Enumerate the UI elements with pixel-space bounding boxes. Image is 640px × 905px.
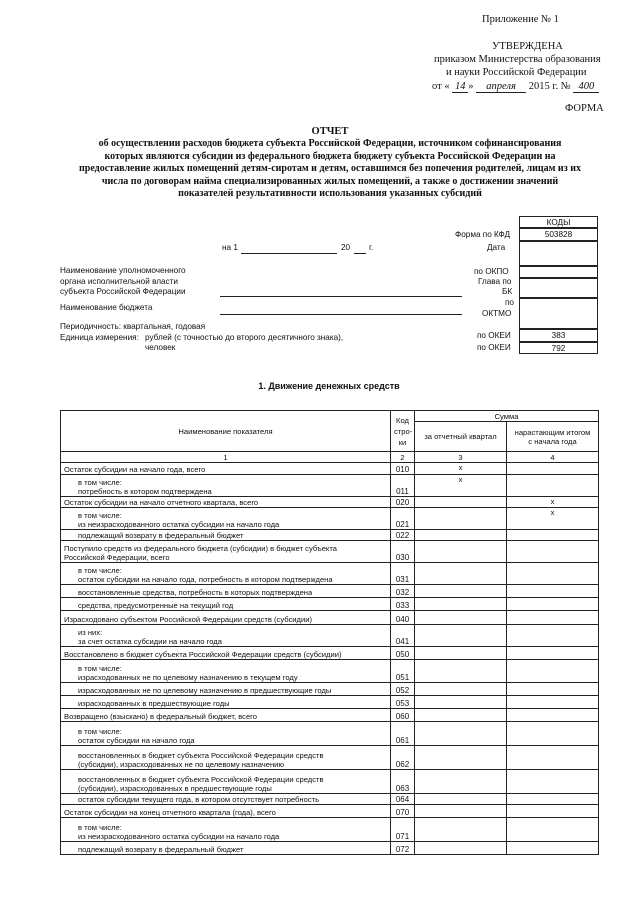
row-label-line-1: Поступило средств из федерального бюджета (субсидии) в бюджет субъекта	[64, 544, 337, 553]
form-label: ФОРМА	[565, 103, 604, 114]
row-name	[61, 794, 391, 805]
row-code: 053	[391, 696, 415, 709]
codes-oktmo	[519, 298, 598, 329]
title-line-3: предоставление жилых помещений детям-сиротам и детям, оставшимся без попечения родителей, лицам из их	[79, 163, 581, 175]
row-cumulative-value[interactable]	[507, 709, 599, 722]
row-quarter-value[interactable]	[415, 842, 507, 855]
row-name	[61, 842, 391, 855]
row-code: 063	[391, 770, 415, 794]
table-row	[61, 818, 599, 842]
row-quarter-value[interactable]	[415, 625, 507, 647]
row-name	[61, 818, 391, 842]
row-code: 071	[391, 818, 415, 842]
row-label: остаток субсидии текущего года, в котором отсутствует потребность	[78, 795, 320, 804]
row-cumulative-value[interactable]	[507, 463, 599, 475]
row-quarter-value[interactable]	[415, 746, 507, 770]
codes-okpo	[519, 266, 598, 278]
table-row	[61, 625, 599, 647]
row-sub-label: потребность в котором подтверждена	[78, 487, 212, 496]
row-name	[61, 625, 391, 647]
col-name-header: Наименование показателя	[61, 411, 391, 452]
table-row	[61, 709, 599, 722]
col-code-2: стро-	[394, 426, 413, 436]
row-quarter-value[interactable]	[415, 647, 507, 660]
row-cumulative-value[interactable]	[507, 660, 599, 683]
row-name	[61, 660, 391, 683]
date-label: Дата	[487, 243, 506, 252]
row-code: 030	[391, 541, 415, 563]
row-quarter-value[interactable]	[415, 805, 507, 818]
row-label: подлежащий возврату в федеральный бюджет	[78, 845, 244, 854]
row-cumulative-value[interactable]	[507, 794, 599, 805]
row-label-line-1: восстановленных в бюджет субъекта Российской Федерации средств	[78, 751, 324, 760]
row-label: подлежащий возврату в федеральный бюджет	[78, 531, 244, 540]
row-quarter-value[interactable]	[415, 722, 507, 746]
row-sub-label: израсходованных не по целевому назначению в текущем году	[78, 673, 298, 682]
row-group-label: в том числе:	[78, 823, 122, 832]
okei-label-2: по ОКЕИ	[477, 343, 511, 352]
date-number: 400	[573, 81, 599, 93]
row-quarter-value[interactable]	[415, 709, 507, 722]
oktmo-label-2: ОКТМО	[482, 309, 512, 318]
row-sub-label: из неизрасходованного остатка субсидии на начало года	[78, 832, 280, 841]
row-cumulative-value[interactable]	[507, 647, 599, 660]
periodicity-label: Периодичность: квартальная, годовая	[60, 322, 206, 331]
row-code: 051	[391, 660, 415, 683]
row-label: средства, предусмотренные на текущий год	[78, 601, 234, 610]
row-quarter-value[interactable]	[415, 611, 507, 625]
date-prefix: от «	[432, 81, 450, 92]
row-cumulative-value[interactable]	[507, 805, 599, 818]
row-sub-label: из неизрасходованного остатка субсидии на начало года	[78, 520, 280, 529]
row-cumulative-value[interactable]	[507, 563, 599, 585]
row-name	[61, 746, 391, 770]
row-code: 031	[391, 563, 415, 585]
row-quarter-value[interactable]	[415, 696, 507, 709]
budget-name-line	[220, 314, 462, 315]
table-row	[61, 475, 599, 497]
approved-label: УТВЕРЖДЕНА	[492, 41, 563, 52]
date-month: апреля	[476, 81, 526, 93]
row-label: израсходованных не по целевому назначению в предшествующие годы	[78, 686, 332, 695]
row-quarter-value[interactable]	[415, 683, 507, 696]
row-name	[61, 805, 391, 818]
unit-value-1: рублей (с точностью до второго десятичного знака),	[145, 333, 344, 342]
row-code: 032	[391, 585, 415, 598]
row-name	[61, 709, 391, 722]
row-name	[61, 530, 391, 541]
col-num-3: 3	[415, 452, 507, 463]
appendix-label: Приложение № 1	[482, 14, 559, 25]
row-code: 033	[391, 598, 415, 611]
col-code-3: ки	[398, 437, 407, 447]
row-name	[61, 770, 391, 794]
report-title	[60, 126, 600, 200]
row-quarter-value[interactable]	[415, 541, 507, 563]
glava-label-1: Глава по	[478, 277, 512, 286]
row-cumulative-value[interactable]	[507, 746, 599, 770]
row-cumulative-value[interactable]	[507, 530, 599, 541]
row-name	[61, 611, 391, 625]
on-date-suffix: г.	[369, 243, 374, 252]
row-code: 020	[391, 497, 415, 508]
col-cum-2: с начала года	[528, 436, 577, 446]
row-cumulative-value[interactable]	[507, 770, 599, 794]
col-num-1: 1	[61, 452, 391, 463]
row-label: Израсходовано субъектом Российской Федерации средств (субсидии)	[64, 615, 312, 624]
row-cumulative-value[interactable]: x	[507, 497, 599, 508]
row-quarter-value[interactable]	[415, 585, 507, 598]
row-label: Остаток субсидии на конец отчетного квартала (года), всего	[64, 808, 276, 817]
row-cumulative-value[interactable]	[507, 598, 599, 611]
row-name	[61, 475, 391, 497]
row-group-label: в том числе:	[78, 664, 122, 673]
row-group-label: в том числе:	[78, 727, 122, 736]
row-code: 041	[391, 625, 415, 647]
table-row	[61, 722, 599, 746]
col-num-4: 4	[507, 452, 599, 463]
table-row	[61, 541, 599, 563]
org-line-1: Наименование уполномоченного	[60, 266, 186, 275]
row-name	[61, 463, 391, 475]
row-cumulative-value[interactable]: x	[507, 508, 599, 530]
order-line-1: приказом Министерства образования	[434, 54, 601, 65]
codes-okei-1: 383	[519, 329, 598, 342]
table-row	[61, 508, 599, 530]
row-label-line-1: восстановленных в бюджет субъекта Российской Федерации средств	[78, 775, 324, 784]
row-label-line-2: Российской Федерации, всего	[64, 553, 170, 562]
title-line-1: об осуществлении расходов бюджета субъекта Российской Федерации, источником софинансирования	[98, 138, 562, 150]
row-name	[61, 598, 391, 611]
table-row	[61, 842, 599, 855]
date-year: 2015 г. №	[528, 81, 571, 92]
table-row	[61, 696, 599, 709]
row-quarter-value[interactable]	[415, 497, 507, 508]
table-row	[61, 585, 599, 598]
row-quarter-value[interactable]	[415, 818, 507, 842]
row-quarter-value[interactable]	[415, 770, 507, 794]
row-cumulative-value[interactable]	[507, 842, 599, 855]
table-row	[61, 530, 599, 541]
row-quarter-value[interactable]: x	[415, 463, 507, 475]
org-name-line	[220, 296, 462, 297]
col-sum-header: Сумма	[415, 411, 599, 422]
date-mid: »	[468, 81, 474, 92]
row-quarter-value[interactable]	[415, 563, 507, 585]
budget-name-label: Наименование бюджета	[60, 303, 153, 312]
row-cumulative-value[interactable]	[507, 683, 599, 696]
okei-label-1: по ОКЕИ	[477, 331, 511, 340]
table-row	[61, 463, 599, 475]
table-row	[61, 794, 599, 805]
row-group-label: в том числе:	[78, 478, 122, 487]
row-code: 062	[391, 746, 415, 770]
codes-header: КОДЫ	[519, 216, 598, 228]
row-code: 021	[391, 508, 415, 530]
on-date-prefix: на 1	[222, 243, 238, 252]
form-kfd-label: Форма по КФД	[455, 230, 511, 239]
row-label-line-2: (субсидии), израсходованных в предшествующие годы	[78, 784, 272, 793]
row-group-label: из них:	[78, 628, 103, 637]
cash-flow-table	[60, 410, 599, 855]
row-label: Возвращено (взыскано) в федеральный бюджет, всего	[64, 712, 258, 721]
row-quarter-value[interactable]	[415, 508, 507, 530]
row-quarter-value[interactable]	[415, 660, 507, 683]
row-cumulative-value[interactable]	[507, 611, 599, 625]
row-group-label: в том числе:	[78, 511, 122, 520]
row-code: 010	[391, 463, 415, 475]
table-row	[61, 611, 599, 625]
row-name	[61, 722, 391, 746]
row-label: Остаток субсидии на начало отчетного квартала, всего	[64, 498, 259, 507]
row-cumulative-value[interactable]	[507, 475, 599, 497]
title-line-5: показателей результативности использования указанных субсидий	[178, 188, 482, 200]
glava-label-2: БК	[502, 287, 513, 296]
codes-form-kfd: 503828	[519, 228, 598, 241]
row-group-label: в том числе:	[78, 566, 122, 575]
section-title: 1. Движение денежных средств	[258, 381, 400, 391]
date-day: 14	[452, 81, 468, 93]
table-row	[61, 497, 599, 508]
table-row	[61, 683, 599, 696]
okpo-label: по ОКПО	[474, 267, 509, 276]
table-row	[61, 770, 599, 794]
row-name	[61, 585, 391, 598]
row-label-line-2: (субсидии), израсходованных не по целевому назначению	[78, 760, 285, 769]
row-name	[61, 541, 391, 563]
row-label: Остаток субсидии на начало года, всего	[64, 465, 206, 474]
table-row	[61, 746, 599, 770]
row-quarter-value[interactable]	[415, 530, 507, 541]
row-code: 050	[391, 647, 415, 660]
codes-date	[519, 241, 598, 266]
row-cumulative-value[interactable]	[507, 696, 599, 709]
table-row	[61, 598, 599, 611]
unit-label: Единица измерения:	[60, 333, 139, 342]
table-row	[61, 660, 599, 683]
row-label: израсходованных в предшествующие годы	[78, 699, 230, 708]
col-code-header	[391, 411, 415, 452]
col-code-1: Код	[396, 415, 409, 425]
row-code: 072	[391, 842, 415, 855]
org-line-2: органа исполнительной власти	[60, 276, 178, 286]
row-code: 061	[391, 722, 415, 746]
org-name-label	[60, 266, 186, 298]
row-cumulative-value[interactable]	[507, 818, 599, 842]
on-date-year: 20	[341, 243, 351, 252]
row-label: восстановленные средства, потребность в которых подтверждена	[78, 588, 313, 597]
row-code: 011	[391, 475, 415, 497]
col-cum-1: нарастающим итогом	[514, 427, 591, 437]
title-line-4: числа по договорам найма специализированных жилых помещений, а также о достижении значений	[101, 175, 559, 187]
row-code: 070	[391, 805, 415, 818]
order-line-2: и науки Российской Федерации	[446, 67, 587, 78]
row-code: 064	[391, 794, 415, 805]
col-quarter-header: за отчетный квартал	[415, 422, 507, 452]
table-row	[61, 563, 599, 585]
row-code: 052	[391, 683, 415, 696]
row-quarter-value[interactable]	[415, 598, 507, 611]
table-row	[61, 647, 599, 660]
title-line-0: ОТЧЕТ	[311, 126, 349, 137]
oktmo-label-1: по	[505, 298, 514, 307]
order-date	[432, 81, 599, 93]
row-name	[61, 497, 391, 508]
row-cumulative-value[interactable]	[507, 625, 599, 647]
col-num-2: 2	[391, 452, 415, 463]
row-label: Восстановлено в бюджет субъекта Российской Федерации средств (субсидии)	[64, 650, 342, 659]
on-date-line	[241, 253, 337, 254]
org-line-3: субъекта Российской Федерации	[60, 287, 186, 296]
row-code: 040	[391, 611, 415, 625]
codes-glava	[519, 278, 598, 298]
row-sub-label: остаток субсидии на начало года, потребность в котором подтверждена	[78, 575, 333, 584]
row-cumulative-value[interactable]	[507, 541, 599, 563]
title-line-2: которых являются субсидии из федерального бюджета бюджету субъекта Российской Федерации на	[104, 150, 556, 162]
row-name	[61, 683, 391, 696]
row-cumulative-value[interactable]	[507, 585, 599, 598]
row-code: 060	[391, 709, 415, 722]
row-name	[61, 647, 391, 660]
row-name	[61, 563, 391, 585]
col-cumulative-header	[507, 422, 599, 452]
row-sub-label: за счет остатка субсидии на начало года	[78, 637, 222, 646]
row-quarter-value[interactable]	[415, 794, 507, 805]
codes-okei-2: 792	[519, 342, 598, 354]
row-quarter-value[interactable]: x	[415, 475, 507, 497]
row-cumulative-value[interactable]	[507, 722, 599, 746]
row-name	[61, 508, 391, 530]
row-code: 022	[391, 530, 415, 541]
table-row	[61, 805, 599, 818]
row-sub-label: остаток субсидии на начало года	[78, 736, 195, 745]
row-name	[61, 696, 391, 709]
on-year-line	[354, 253, 366, 254]
unit-value-2: человек	[145, 343, 176, 352]
